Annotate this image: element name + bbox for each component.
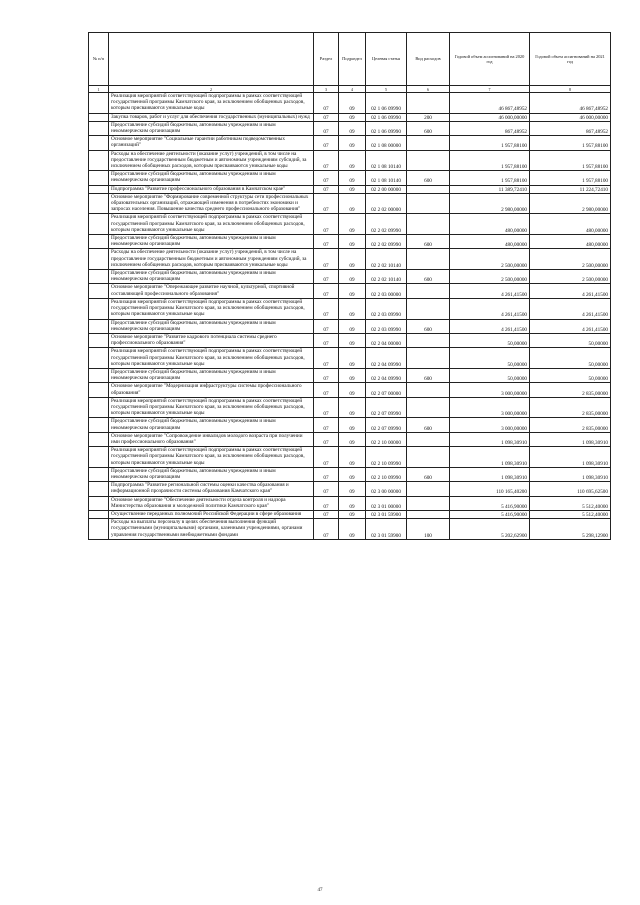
cell-podrazdel: 09 — [339, 121, 366, 135]
cell-amount-2020: 867,48952 — [450, 121, 530, 135]
cell-num — [89, 519, 109, 540]
table-row — [89, 397, 611, 418]
cell-amount-2020: 11 389,72410 — [450, 185, 530, 193]
cell-podrazdel: 09 — [339, 93, 366, 114]
table-row — [89, 249, 611, 270]
cell-target-code: 02 2 07 09990 — [366, 397, 407, 418]
table-row — [89, 136, 611, 150]
table-body — [89, 93, 611, 540]
budget-table-sheet — [88, 32, 610, 540]
cell-podrazdel: 09 — [339, 482, 366, 496]
cell-podrazdel: 09 — [339, 348, 366, 369]
cell-podrazdel: 09 — [339, 193, 366, 214]
cell-razdel: 07 — [314, 249, 339, 270]
cell-amount-2020: 5 416,90000 — [450, 510, 530, 518]
cell-razdel: 07 — [314, 136, 339, 150]
cell-razdel: 07 — [314, 418, 339, 432]
cell-vid-rashodov — [407, 447, 450, 468]
cell-vid-rashodov: 600 — [407, 235, 450, 249]
cell-amount-2020: 1 098,30910 — [450, 467, 530, 481]
cell-name: Основное мероприятие "Сопровождение инвалидов молодого возраста при получении ими профессионального образования" — [109, 432, 314, 446]
cell-podrazdel: 09 — [339, 270, 366, 284]
cell-razdel: 07 — [314, 270, 339, 284]
cell-razdel: 07 — [314, 235, 339, 249]
table-row — [89, 150, 611, 171]
cell-num — [89, 333, 109, 347]
cell-num — [89, 447, 109, 468]
col-index: 5 — [366, 86, 407, 93]
cell-vid-rashodov — [407, 185, 450, 193]
cell-amount-2021: 110 695,62500 — [530, 482, 611, 496]
cell-razdel: 07 — [314, 368, 339, 382]
cell-amount-2020: 1 957,88100 — [450, 171, 530, 185]
cell-podrazdel: 09 — [339, 249, 366, 270]
cell-vid-rashodov — [407, 510, 450, 518]
cell-vid-rashodov — [407, 496, 450, 510]
cell-name: Предоставление субсидий бюджетным, автономным учреждениям и иным некоммерческим организациям — [109, 467, 314, 481]
cell-amount-2021: 4 261,41500 — [530, 319, 611, 333]
cell-amount-2021: 1 957,88100 — [530, 150, 611, 171]
cell-target-code: 02 2 10 09990 — [366, 467, 407, 481]
cell-target-code: 02 2 02 10140 — [366, 249, 407, 270]
cell-amount-2020: 50,00000 — [450, 348, 530, 369]
cell-razdel: 07 — [314, 113, 339, 121]
cell-podrazdel: 09 — [339, 150, 366, 171]
cell-target-code: 02 3 01 59900 — [366, 519, 407, 540]
cell-amount-2021: 50,00000 — [530, 368, 611, 382]
table-row — [89, 519, 611, 540]
cell-amount-2021: 5 512,40000 — [530, 496, 611, 510]
cell-amount-2021: 1 098,30910 — [530, 447, 611, 468]
table-row — [89, 193, 611, 214]
cell-name: Основное мероприятие "Опережающее развитие научной, культурной, спортивной составляющей профессионального образования" — [109, 284, 314, 298]
cell-amount-2020: 4 261,41500 — [450, 298, 530, 319]
cell-name: Реализация мероприятий соответствующей подпрограммы в рамках соответствующей государственной программы Камчатского края, за исключением обобщенных расходов, которым присваиваются уникальные коды — [109, 348, 314, 369]
cell-amount-2020: 46 867,48952 — [450, 93, 530, 114]
cell-amount-2021: 2 835,00000 — [530, 383, 611, 397]
cell-podrazdel: 09 — [339, 185, 366, 193]
cell-podrazdel: 09 — [339, 510, 366, 518]
cell-amount-2020: 3 000,00000 — [450, 397, 530, 418]
cell-vid-rashodov — [407, 482, 450, 496]
header-razdel: Раздел — [314, 33, 339, 86]
cell-amount-2021: 4 261,41500 — [530, 298, 611, 319]
cell-amount-2020: 5 202,62900 — [450, 519, 530, 540]
cell-amount-2020: 5 416,90000 — [450, 496, 530, 510]
cell-num — [89, 121, 109, 135]
table-row — [89, 270, 611, 284]
cell-vid-rashodov — [407, 397, 450, 418]
cell-name: Реализация мероприятий соответствующей подпрограммы в рамках соответствующей государственной программы Камчатского края, за исключением обобщенных расходов, которым присваиваются уникальные коды — [109, 214, 314, 235]
table-row — [89, 418, 611, 432]
cell-target-code: 02 2 07 09990 — [366, 418, 407, 432]
cell-amount-2021: 867,48952 — [530, 121, 611, 135]
cell-name: Реализация мероприятий соответствующей подпрограммы в рамках соответствующей государственной программы Камчатского края, за исключением обобщенных расходов, которым присваиваются уникальные коды — [109, 447, 314, 468]
cell-num — [89, 193, 109, 214]
cell-target-code: 02 3 01 00000 — [366, 496, 407, 510]
cell-amount-2021: 1 957,88100 — [530, 136, 611, 150]
cell-num — [89, 397, 109, 418]
page-number: 47 — [317, 888, 323, 893]
cell-vid-rashodov — [407, 136, 450, 150]
cell-amount-2020: 480,00000 — [450, 235, 530, 249]
header-target: Целевая статья — [366, 33, 407, 86]
cell-amount-2021: 5 298,12900 — [530, 519, 611, 540]
table-row — [89, 298, 611, 319]
cell-razdel: 07 — [314, 333, 339, 347]
table-row — [89, 319, 611, 333]
cell-num — [89, 348, 109, 369]
cell-num — [89, 150, 109, 171]
cell-num — [89, 467, 109, 481]
cell-amount-2021: 4 261,41500 — [530, 284, 611, 298]
cell-num — [89, 418, 109, 432]
cell-name: Предоставление субсидий бюджетным, автономным учреждениям и иным некоммерческим организациям — [109, 121, 314, 135]
cell-razdel: 07 — [314, 447, 339, 468]
cell-razdel: 07 — [314, 193, 339, 214]
cell-num — [89, 284, 109, 298]
cell-target-code: 02 2 02 10140 — [366, 270, 407, 284]
table-row — [89, 496, 611, 510]
cell-podrazdel: 09 — [339, 432, 366, 446]
cell-vid-rashodov — [407, 333, 450, 347]
col-index: 1 — [89, 86, 109, 93]
table-row — [89, 171, 611, 185]
table-row — [89, 113, 611, 121]
cell-amount-2020: 110 165,40200 — [450, 482, 530, 496]
cell-target-code: 02 2 10 00000 — [366, 432, 407, 446]
cell-target-code: 02 2 03 00000 — [366, 284, 407, 298]
cell-num — [89, 185, 109, 193]
cell-podrazdel: 09 — [339, 383, 366, 397]
cell-vid-rashodov: 200 — [407, 113, 450, 121]
cell-num — [89, 496, 109, 510]
cell-num — [89, 113, 109, 121]
table-row — [89, 368, 611, 382]
cell-amount-2020: 50,00000 — [450, 333, 530, 347]
table-row — [89, 510, 611, 518]
cell-num — [89, 298, 109, 319]
cell-razdel: 07 — [314, 93, 339, 114]
cell-target-code: 02 1 08 10140 — [366, 171, 407, 185]
cell-vid-rashodov: 600 — [407, 270, 450, 284]
col-index: 8 — [530, 86, 611, 93]
cell-amount-2020: 3 000,00000 — [450, 383, 530, 397]
cell-num — [89, 368, 109, 382]
cell-name: Предоставление субсидий бюджетным, автономным учреждениям и иным некоммерческим организациям — [109, 319, 314, 333]
cell-amount-2020: 46 000,00000 — [450, 113, 530, 121]
cell-amount-2021: 50,00000 — [530, 333, 611, 347]
cell-razdel: 07 — [314, 467, 339, 481]
cell-name: Расходы на выплаты персоналу в целях обеспечения выполнения функций государственными (муниципальными) органами, казенными учреждениями, органами управления государственными внебюджетными фондами — [109, 519, 314, 540]
cell-name: Подпрограмма "Развитие профессионального образования в Камчатском крае" — [109, 185, 314, 193]
cell-num — [89, 510, 109, 518]
table-row — [89, 185, 611, 193]
cell-amount-2021: 480,00000 — [530, 235, 611, 249]
cell-podrazdel: 09 — [339, 397, 366, 418]
cell-target-code: 02 2 03 09990 — [366, 298, 407, 319]
table-row — [89, 482, 611, 496]
cell-name: Предоставление субсидий бюджетным, автономным учреждениям и иным некоммерческим организациям — [109, 418, 314, 432]
cell-name: Основное мероприятие "Развитие кадрового потенциала системы среднего профессионального образования" — [109, 333, 314, 347]
table-row — [89, 333, 611, 347]
cell-amount-2021: 46 000,00000 — [530, 113, 611, 121]
cell-razdel: 07 — [314, 397, 339, 418]
cell-vid-rashodov — [407, 214, 450, 235]
cell-amount-2021: 1 098,30910 — [530, 432, 611, 446]
cell-name: Основное мероприятие "Социальные гарантии работникам подведомственных организаций" — [109, 136, 314, 150]
cell-amount-2021: 11 224,72410 — [530, 185, 611, 193]
cell-name: Подпрограмма "Развитие региональной системы оценки качества образования и информационной прозрачности системы образования Камчатского края" — [109, 482, 314, 496]
cell-num — [89, 482, 109, 496]
cell-target-code: 02 2 02 00000 — [366, 193, 407, 214]
table-row — [89, 235, 611, 249]
cell-razdel: 07 — [314, 510, 339, 518]
cell-name: Предоставление субсидий бюджетным, автономным учреждениям и иным некоммерческим организациям — [109, 235, 314, 249]
cell-target-code: 02 2 02 09990 — [366, 214, 407, 235]
cell-amount-2021: 5 512,40000 — [530, 510, 611, 518]
table-row — [89, 214, 611, 235]
cell-target-code: 02 1 08 00000 — [366, 136, 407, 150]
cell-num — [89, 249, 109, 270]
cell-target-code: 02 2 04 09990 — [366, 368, 407, 382]
cell-podrazdel: 09 — [339, 171, 366, 185]
cell-target-code: 02 2 02 09990 — [366, 235, 407, 249]
cell-target-code: 02 2 00 00000 — [366, 185, 407, 193]
cell-target-code: 02 2 03 09990 — [366, 319, 407, 333]
cell-target-code: 02 3 00 00000 — [366, 482, 407, 496]
cell-vid-rashodov — [407, 298, 450, 319]
cell-razdel: 07 — [314, 171, 339, 185]
header-num: № п/п — [89, 33, 109, 86]
cell-num — [89, 136, 109, 150]
header-vid: Вид расходов — [407, 33, 450, 86]
cell-num — [89, 235, 109, 249]
table-row — [89, 383, 611, 397]
cell-razdel: 07 — [314, 214, 339, 235]
cell-podrazdel: 09 — [339, 136, 366, 150]
cell-name: Основное мероприятие "Формирование современной структуры сети профессиональных образовательных организаций, отражающей изменения в потребностях экономики и запросах населения. Повышение качества среднего профессионального образования" — [109, 193, 314, 214]
cell-amount-2021: 1 098,30910 — [530, 467, 611, 481]
cell-num — [89, 319, 109, 333]
cell-amount-2020: 50,00000 — [450, 368, 530, 382]
cell-name: Осуществление переданных полномочий Российской Федерации в сфере образования — [109, 510, 314, 518]
cell-name: Расходы на обеспечение деятельности (оказание услуг) учреждений, в том числе на предоставление государственным бюджетным и автономным учреждениям субсидий, за исключением обобщенных расходов, которым присваиваются уникальные коды — [109, 150, 314, 171]
cell-razdel: 07 — [314, 185, 339, 193]
cell-podrazdel: 09 — [339, 319, 366, 333]
cell-target-code: 02 2 04 00000 — [366, 333, 407, 347]
cell-podrazdel: 09 — [339, 214, 366, 235]
cell-vid-rashodov: 600 — [407, 467, 450, 481]
cell-vid-rashodov: 600 — [407, 418, 450, 432]
cell-name: Основное мероприятие "Модернизация инфраструктуры системы профессионального образования" — [109, 383, 314, 397]
cell-vid-rashodov — [407, 193, 450, 214]
cell-vid-rashodov — [407, 249, 450, 270]
cell-vid-rashodov: 600 — [407, 121, 450, 135]
cell-amount-2020: 1 957,88100 — [450, 150, 530, 171]
cell-num — [89, 432, 109, 446]
cell-name: Реализация мероприятий соответствующей подпрограммы в рамках соответствующей государственной программы Камчатского края, за исключением обобщенных расходов, которым присваиваются уникальные коды — [109, 298, 314, 319]
cell-razdel: 07 — [314, 298, 339, 319]
table-row — [89, 447, 611, 468]
cell-amount-2020: 480,00000 — [450, 214, 530, 235]
cell-razdel: 07 — [314, 348, 339, 369]
col-index: 4 — [339, 86, 366, 93]
cell-amount-2021: 2 500,00000 — [530, 270, 611, 284]
cell-vid-rashodov: 600 — [407, 171, 450, 185]
cell-name: Предоставление субсидий бюджетным, автономным учреждениям и иным некоммерческим организациям — [109, 368, 314, 382]
cell-podrazdel: 09 — [339, 333, 366, 347]
cell-target-code: 02 1 06 09990 — [366, 93, 407, 114]
cell-target-code: 02 2 10 09990 — [366, 447, 407, 468]
cell-amount-2020: 2 500,00000 — [450, 270, 530, 284]
table-row — [89, 121, 611, 135]
cell-amount-2020: 1 098,30910 — [450, 432, 530, 446]
cell-num — [89, 383, 109, 397]
cell-razdel: 07 — [314, 284, 339, 298]
cell-amount-2021: 2 980,00000 — [530, 193, 611, 214]
header-name — [109, 33, 314, 86]
budget-table — [88, 32, 611, 540]
cell-podrazdel: 09 — [339, 418, 366, 432]
cell-razdel: 07 — [314, 319, 339, 333]
cell-razdel: 07 — [314, 519, 339, 540]
cell-target-code: 02 1 06 09990 — [366, 121, 407, 135]
table-row — [89, 467, 611, 481]
table-header-row — [89, 33, 611, 86]
col-index: 6 — [407, 86, 450, 93]
cell-amount-2021: 2 835,00000 — [530, 397, 611, 418]
cell-name: Расходы на обеспечение деятельности (оказание услуг) учреждений, в том числе на предоставление государственным бюджетным и автономным учреждениям субсидий, за исключением обобщенных расходов, которым присваиваются уникальные коды — [109, 249, 314, 270]
col-index: 3 — [314, 86, 339, 93]
cell-podrazdel: 09 — [339, 113, 366, 121]
cell-amount-2020: 1 098,30910 — [450, 447, 530, 468]
cell-vid-rashodov: 600 — [407, 368, 450, 382]
cell-target-code: 02 2 04 09990 — [366, 348, 407, 369]
cell-num — [89, 270, 109, 284]
cell-podrazdel: 09 — [339, 447, 366, 468]
cell-vid-rashodov: 600 — [407, 319, 450, 333]
cell-amount-2020: 1 957,88100 — [450, 136, 530, 150]
cell-name: Закупка товаров, работ и услуг для обеспечения государственных (муниципальных) нужд — [109, 113, 314, 121]
cell-podrazdel: 09 — [339, 235, 366, 249]
cell-name: Реализация мероприятий соответствующей подпрограммы в рамках соответствующей государственной программы Камчатского края, за исключением обобщенных расходов, которым присваиваются уникальные коды — [109, 93, 314, 114]
cell-amount-2020: 4 261,41500 — [450, 319, 530, 333]
cell-name: Предоставление субсидий бюджетным, автономным учреждениям и иным некоммерческим организациям — [109, 171, 314, 185]
cell-podrazdel: 09 — [339, 467, 366, 481]
cell-num — [89, 171, 109, 185]
cell-podrazdel: 09 — [339, 298, 366, 319]
header-podrazdel: Подраздел — [339, 33, 366, 86]
cell-amount-2021: 46 867,48952 — [530, 93, 611, 114]
cell-target-code: 02 1 08 10140 — [366, 150, 407, 171]
cell-target-code: 02 1 06 09990 — [366, 113, 407, 121]
cell-num — [89, 214, 109, 235]
col-index: 2 — [109, 86, 314, 93]
cell-name: Основное мероприятие "Обеспечение деятельности отдела контроля и надзора Министерства образования и молодежной политики Камчатского края" — [109, 496, 314, 510]
table-row — [89, 348, 611, 369]
cell-podrazdel: 09 — [339, 284, 366, 298]
cell-razdel: 07 — [314, 496, 339, 510]
cell-amount-2021: 50,00000 — [530, 348, 611, 369]
cell-amount-2020: 3 000,00000 — [450, 418, 530, 432]
cell-podrazdel: 09 — [339, 496, 366, 510]
cell-name: Реализация мероприятий соответствующей подпрограммы в рамках соответствующей государственной программы Камчатского края, за исключением обобщенных расходов, которым присваиваются уникальные коды — [109, 397, 314, 418]
cell-vid-rashodov — [407, 432, 450, 446]
cell-razdel: 07 — [314, 383, 339, 397]
cell-amount-2020: 2 500,00000 — [450, 249, 530, 270]
cell-target-code: 02 2 07 00000 — [366, 383, 407, 397]
cell-vid-rashodov — [407, 348, 450, 369]
table-row — [89, 432, 611, 446]
table-row — [89, 93, 611, 114]
cell-razdel: 07 — [314, 432, 339, 446]
cell-razdel: 07 — [314, 150, 339, 171]
cell-amount-2021: 2 835,00000 — [530, 418, 611, 432]
column-index-row — [89, 86, 611, 93]
cell-razdel: 07 — [314, 482, 339, 496]
cell-podrazdel: 09 — [339, 368, 366, 382]
header-year-2020: Годовой объем ассигнований на 2020 год — [450, 33, 530, 86]
cell-razdel: 07 — [314, 121, 339, 135]
cell-vid-rashodov — [407, 150, 450, 171]
cell-num — [89, 93, 109, 114]
cell-amount-2020: 4 261,41500 — [450, 284, 530, 298]
header-year-2021: Годовой объем ассигнований на 2021 год — [530, 33, 611, 86]
cell-amount-2021: 480,00000 — [530, 214, 611, 235]
cell-amount-2021: 2 500,00000 — [530, 249, 611, 270]
cell-vid-rashodov — [407, 383, 450, 397]
col-index: 7 — [450, 86, 530, 93]
cell-vid-rashodov: 100 — [407, 519, 450, 540]
cell-vid-rashodov — [407, 284, 450, 298]
cell-target-code: 02 3 01 59900 — [366, 510, 407, 518]
cell-podrazdel: 09 — [339, 519, 366, 540]
cell-vid-rashodov — [407, 93, 450, 114]
cell-amount-2020: 2 980,00000 — [450, 193, 530, 214]
cell-amount-2021: 1 957,88100 — [530, 171, 611, 185]
cell-name: Предоставление субсидий бюджетным, автономным учреждениям и иным некоммерческим организациям — [109, 270, 314, 284]
table-row — [89, 284, 611, 298]
